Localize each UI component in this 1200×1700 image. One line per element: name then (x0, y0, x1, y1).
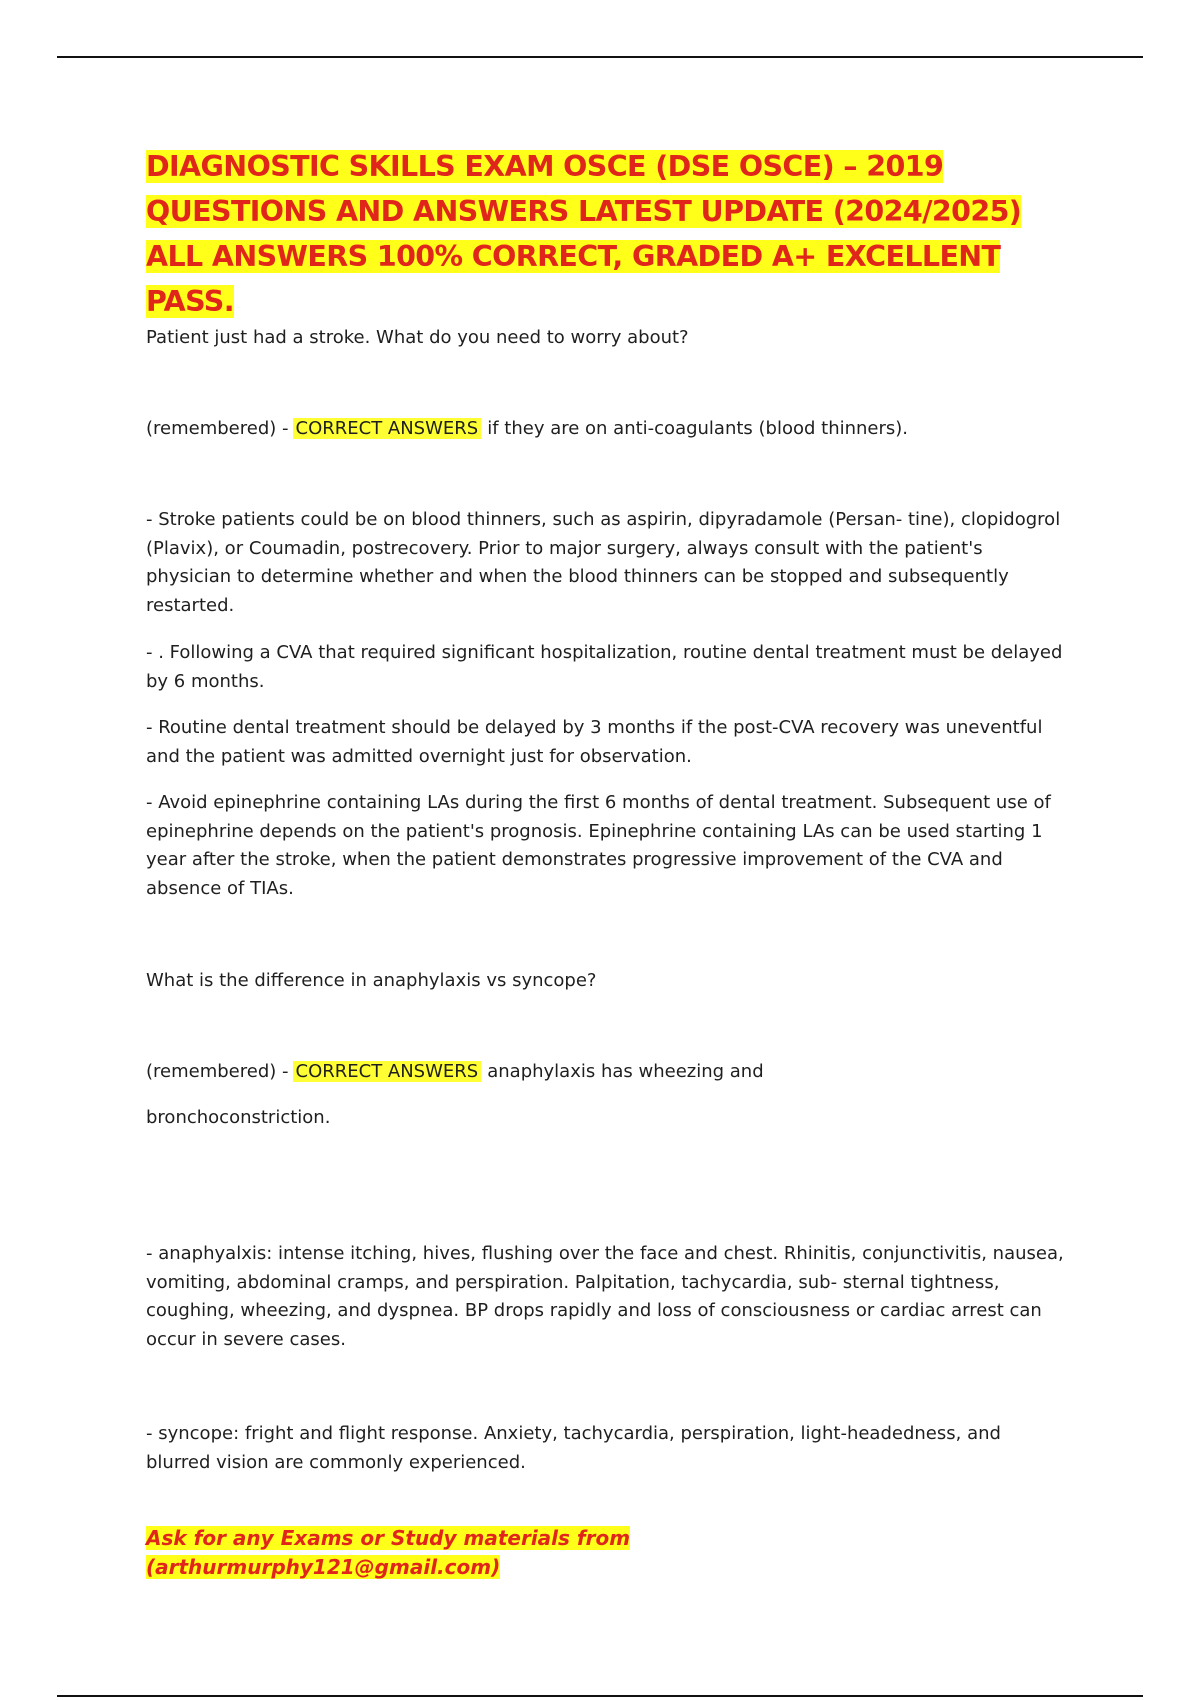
detail-1-3: - Routine dental treatment should be delayed by 3 months if the post-CVA recovery was uneventful and the patient was admitted overnight just for observation. (146, 717, 1043, 767)
bottom-rule (57, 1695, 1143, 1697)
question-1: Patient just had a stroke. What do you need to worry about? (146, 327, 689, 348)
answer-1-text: if they are on anti-coagulants (blood thinners). (487, 418, 909, 439)
answer-2 (146, 1058, 1066, 1087)
detail-2-2: - syncope: fright and flight response. Anxiety, tachycardia, perspiration, light-headedness, and blurred vision are commonly experienced. (146, 1423, 1001, 1473)
answer-1-prefix: (remembered) - (146, 418, 289, 439)
answer-1 (146, 415, 1066, 444)
footer-contact (146, 1524, 1066, 1582)
answer-2-prefix: (remembered) - (146, 1061, 289, 1082)
answer-2-continuation: bronchoconstriction. (146, 1107, 331, 1128)
detail-1-4: - Avoid epinephrine containing LAs during the first 6 months of dental treatment. Subsequent use of epinephrine depends on the patient's prognosis. Epinephrine containing LAs can be used starting 1 year after the stroke, when the patient demonstrates progressive improvement of the CVA and absence of TIAs. (146, 792, 1051, 899)
detail-1-2: - . Following a CVA that required significant hospitalization, routine dental treatment must be delayed by 6 months. (146, 642, 1063, 692)
answer-2-text: anaphylaxis has wheezing and (487, 1061, 764, 1082)
correct-answers-badge-1: CORRECT ANSWERS (293, 418, 482, 439)
document-title (146, 144, 1066, 324)
detail-2-1: - anaphyalxis: intense itching, hives, flushing over the face and chest. Rhinitis, conjunctivitis, nausea, vomiting, abdominal cramps, and perspiration. Palpitation, tachycardia, sub- sternal tightness, coughing, wheezing, and dyspnea. BP drops rapidly and loss of consciousness or cardiac arrest can occur in severe cases. (146, 1243, 1064, 1350)
footer-line-1: Ask for any Exams or Study materials from (146, 1526, 631, 1550)
title-highlight: DIAGNOSTIC SKILLS EXAM OSCE (DSE OSCE) – 2019 QUESTIONS AND ANSWERS LATEST UPDATE (2024/2025) ALL ANSWERS 100% CORRECT, GRADED A+ EXCELLENT PASS. (146, 150, 1022, 318)
footer-email: (arthurmurphy121@gmail.com) (146, 1555, 501, 1579)
detail-1-1: - Stroke patients could be on blood thinners, such as aspirin, dipyradamole (Persan- tine), clopidogrol (Plavix), or Coumadin, postrecovery. Prior to major surgery, always consult with the patient's physician to determine whether and when the blood thinners can be stopped and subsequently restarted. (146, 509, 1061, 616)
top-rule (57, 56, 1143, 58)
question-2: What is the difference in anaphylaxis vs syncope? (146, 970, 597, 991)
correct-answers-badge-2: CORRECT ANSWERS (293, 1061, 482, 1082)
